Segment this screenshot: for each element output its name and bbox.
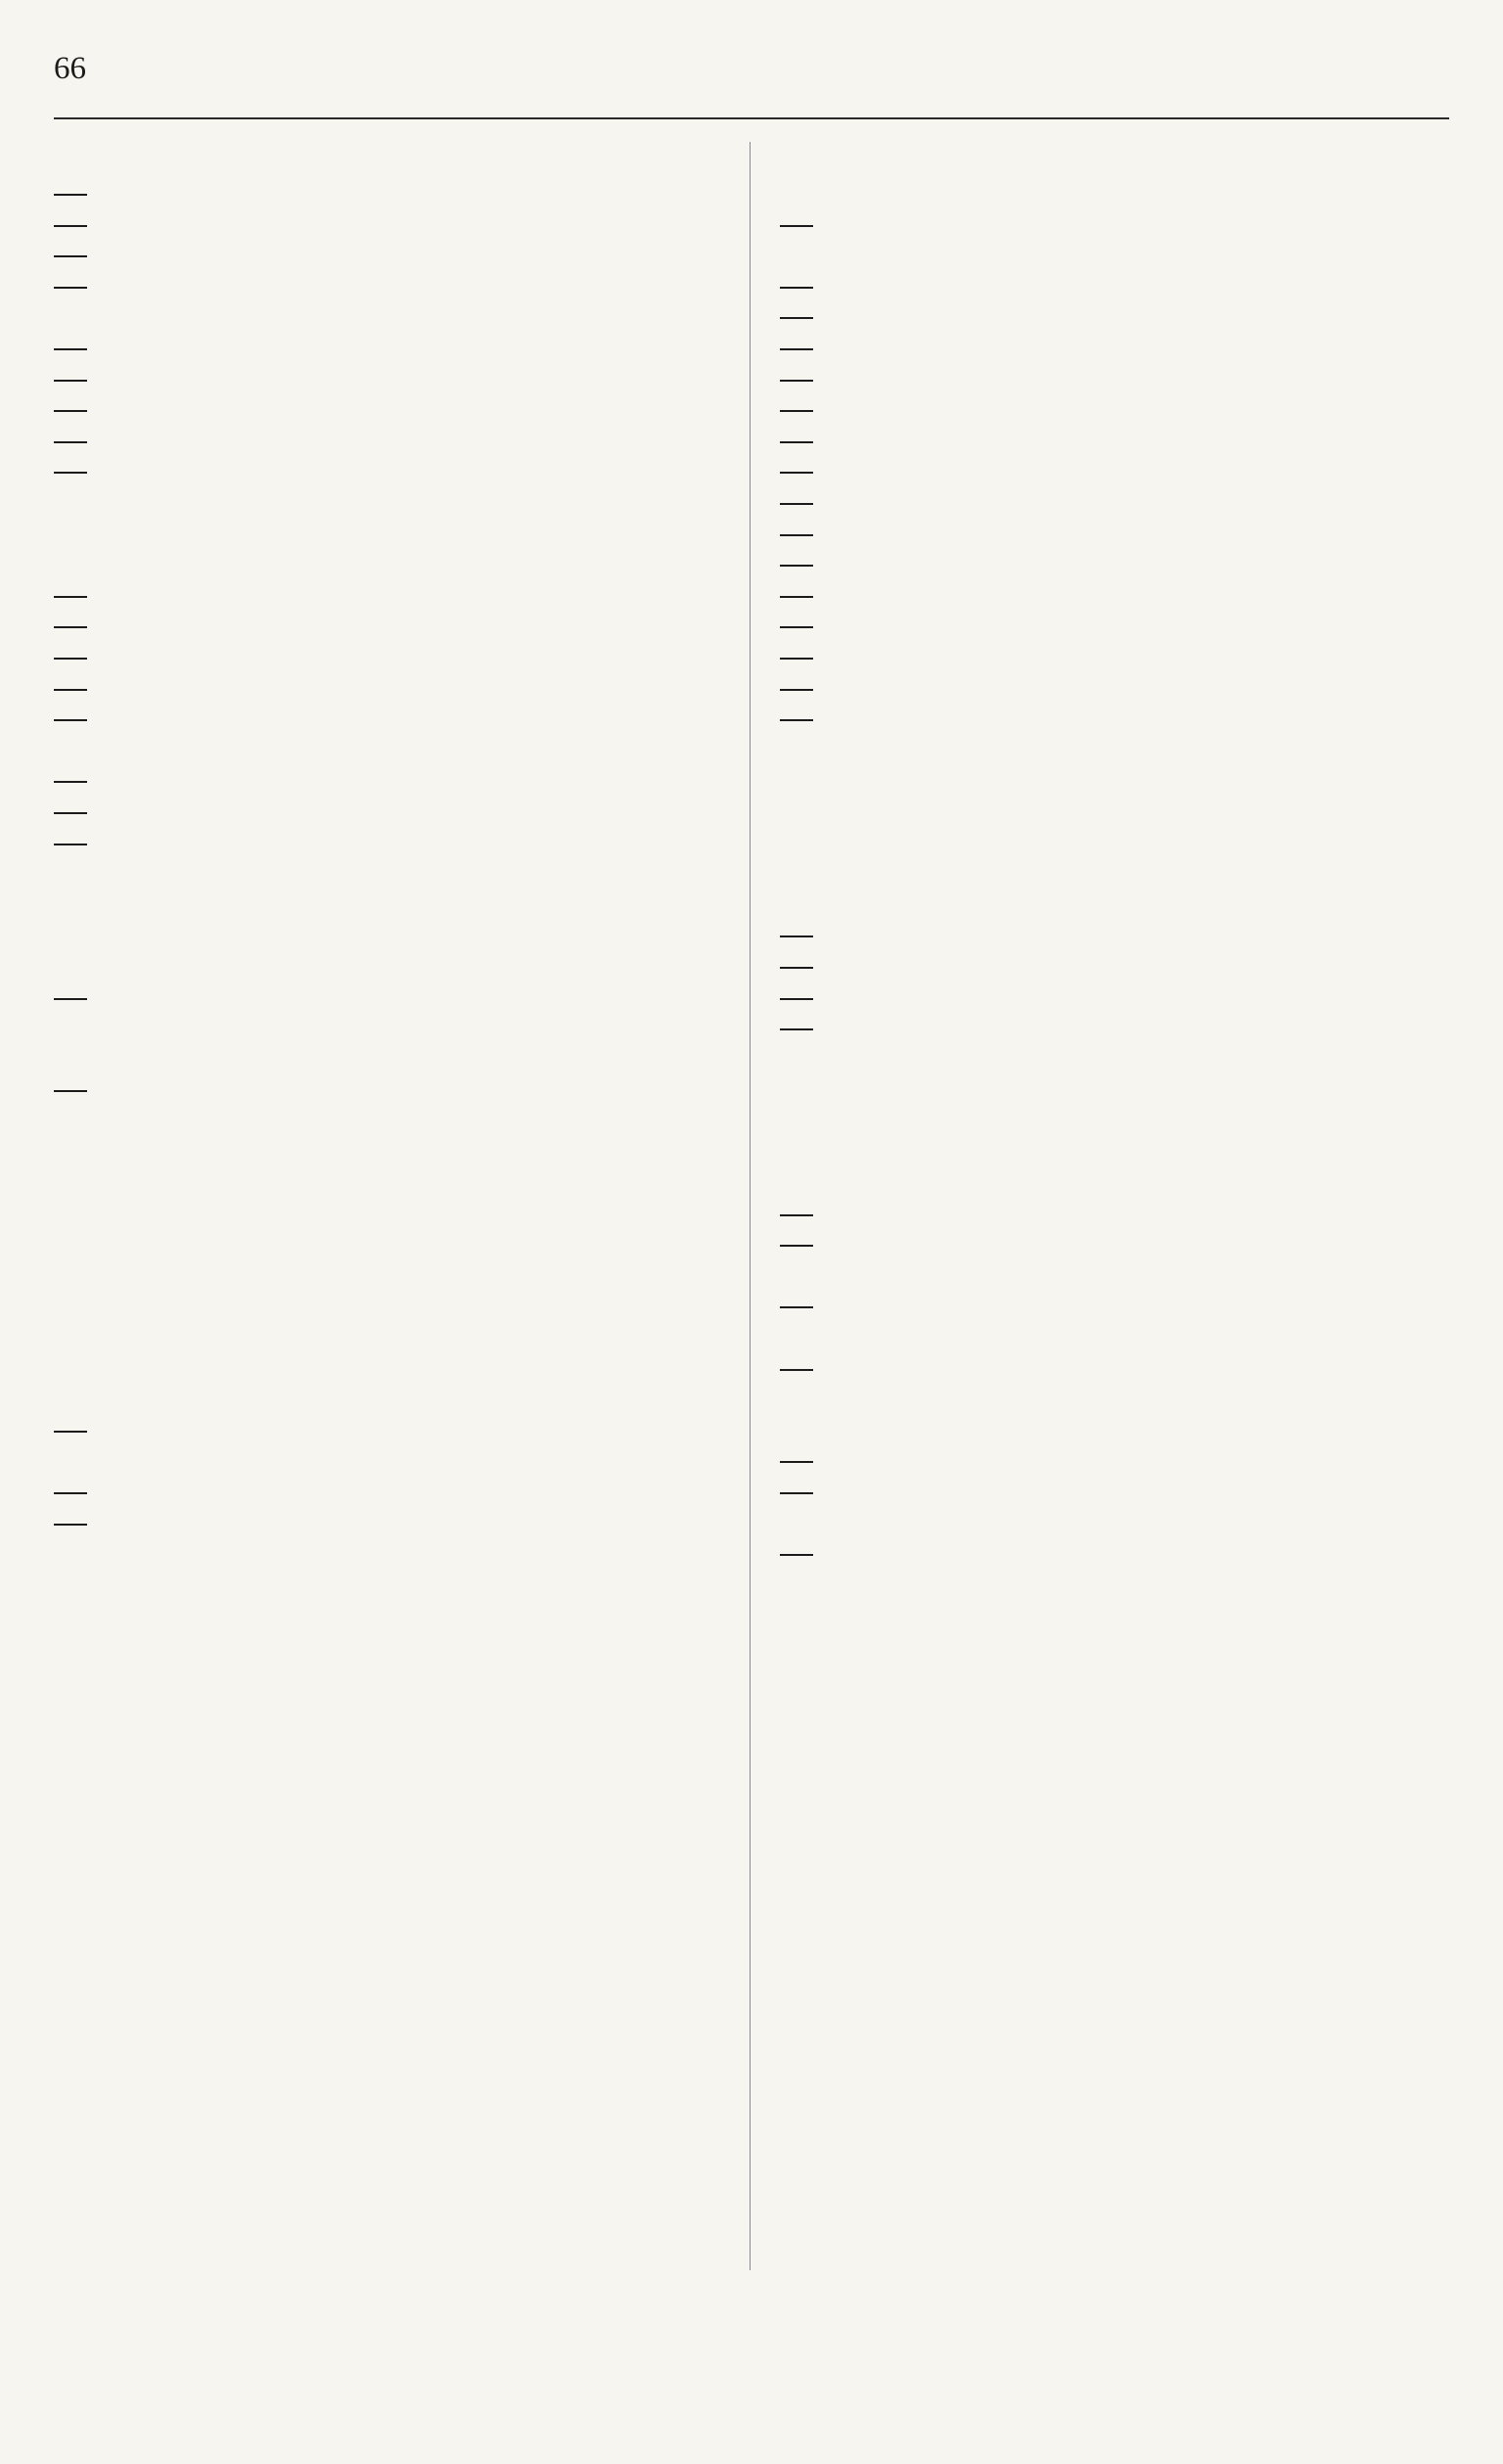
directory-entry: [780, 765, 1455, 797]
directory-entry: [54, 858, 729, 890]
directory-entry: [54, 672, 729, 704]
directory-entry: [780, 240, 1455, 271]
directory-entry: [54, 1384, 729, 1415]
ditto-dash: [54, 363, 105, 394]
directory-entry: [54, 579, 729, 611]
directory-entry: [780, 1043, 1455, 1074]
ditto-dash: [780, 611, 831, 642]
ditto-dash: [780, 549, 831, 580]
ditto-dash: [780, 1445, 831, 1477]
directory-entry: [780, 456, 1455, 487]
header-rule: [54, 117, 1449, 119]
directory-entry: [54, 765, 729, 797]
ditto-dash: [54, 178, 105, 209]
directory-entry: [54, 981, 729, 1013]
directory-entry: [54, 487, 729, 519]
directory-entry: [54, 270, 729, 301]
ditto-dash: [54, 579, 105, 611]
ditto-dash: [780, 672, 831, 704]
ditto-dash: [54, 704, 105, 735]
directory-entry: [780, 518, 1455, 549]
ditto-dash: [780, 950, 831, 981]
directory-entry: [780, 796, 1455, 827]
ditto-dash: [780, 301, 831, 333]
directory-entry: [780, 1074, 1455, 1106]
ditto-dash: [780, 208, 831, 240]
directory-entry: [54, 208, 729, 240]
directory-entry: [54, 240, 729, 271]
ditto-dash: [54, 240, 105, 271]
directory-entry: [54, 1352, 729, 1384]
directory-entry: [54, 1322, 729, 1353]
directory-entry: [54, 301, 729, 333]
ditto-dash: [54, 1507, 105, 1538]
directory-entry: [54, 147, 729, 178]
directory-entry: [780, 1322, 1455, 1353]
directory-entry: [54, 333, 729, 364]
directory-entry: [780, 1136, 1455, 1167]
column-divider: [750, 142, 751, 2270]
directory-entry: [54, 1507, 729, 1538]
ditto-dash: [54, 1477, 105, 1508]
directory-entry: [780, 487, 1455, 519]
directory-entry: [780, 1445, 1455, 1477]
directory-entry: [54, 827, 729, 858]
directory-entry: [54, 1043, 729, 1074]
directory-entry: [780, 1414, 1455, 1445]
directory-entry: [780, 734, 1455, 765]
directory-entry: [780, 1352, 1455, 1384]
directory-entry: [780, 270, 1455, 301]
directory-entry: [780, 178, 1455, 209]
ditto-dash: [54, 765, 105, 797]
directory-entry: [54, 1229, 729, 1260]
directory-entry: [54, 1291, 729, 1322]
directory-entry: [54, 1414, 729, 1445]
page-number: 66: [54, 51, 86, 86]
directory-entry: [54, 518, 729, 549]
directory-entry: [780, 1384, 1455, 1415]
directory-entry: [780, 920, 1455, 951]
ditto-dash: [780, 1198, 831, 1229]
directory-entry: [780, 672, 1455, 704]
ditto-dash: [780, 1477, 831, 1508]
ditto-dash: [54, 827, 105, 858]
directory-entry: [780, 1105, 1455, 1136]
directory-entry: [54, 1013, 729, 1044]
ditto-dash: [54, 1074, 105, 1106]
ditto-dash: [54, 796, 105, 827]
ditto-dash: [780, 394, 831, 426]
directory-entry: [54, 889, 729, 920]
directory-entry: [54, 1445, 729, 1477]
directory-entry: [54, 1259, 729, 1291]
directory-entry: [54, 425, 729, 456]
directory-entry: [780, 889, 1455, 920]
directory-entry: [54, 178, 729, 209]
page-header: [54, 51, 1449, 100]
directory-entry: [54, 704, 729, 735]
ditto-dash: [780, 704, 831, 735]
directory-entry: [780, 858, 1455, 890]
directory-entry: [780, 1198, 1455, 1229]
ditto-dash: [54, 270, 105, 301]
left-column: [54, 147, 729, 1538]
ditto-dash: [780, 1229, 831, 1260]
directory-entry: [780, 579, 1455, 611]
ditto-dash: [780, 456, 831, 487]
directory-entry: [54, 642, 729, 673]
ditto-dash: [54, 394, 105, 426]
directory-entry: [780, 1507, 1455, 1538]
ditto-dash: [780, 425, 831, 456]
directory-entry: [780, 208, 1455, 240]
directory-entry: [780, 704, 1455, 735]
directory-entry: [780, 549, 1455, 580]
directory-entry: [54, 796, 729, 827]
ditto-dash: [54, 672, 105, 704]
directory-entry: [780, 333, 1455, 364]
directory-entry: [780, 301, 1455, 333]
ditto-dash: [54, 425, 105, 456]
ditto-dash: [54, 333, 105, 364]
directory-entry: [780, 950, 1455, 981]
directory-entry: [54, 1198, 729, 1229]
ditto-dash: [54, 642, 105, 673]
directory-entry: [780, 1167, 1455, 1199]
right-column: [780, 147, 1455, 1569]
ditto-dash: [780, 981, 831, 1013]
directory-entry: [54, 1136, 729, 1167]
ditto-dash: [780, 518, 831, 549]
ditto-dash: [54, 1414, 105, 1445]
directory-entry: [54, 1477, 729, 1508]
directory-entry: [780, 147, 1455, 178]
ditto-dash: [780, 920, 831, 951]
ditto-dash: [780, 270, 831, 301]
ditto-dash: [780, 1352, 831, 1384]
directory-entry: [780, 363, 1455, 394]
directory-entry: [54, 456, 729, 487]
directory-entry: [54, 950, 729, 981]
ditto-dash: [780, 333, 831, 364]
directory-entry: [780, 642, 1455, 673]
directory-entry: [54, 1167, 729, 1199]
directory-entry: [780, 981, 1455, 1013]
directory-entry: [54, 363, 729, 394]
directory-entry: [780, 394, 1455, 426]
ditto-dash: [780, 1291, 831, 1322]
ditto-dash: [780, 487, 831, 519]
directory-entry: [54, 1105, 729, 1136]
directory-entry: [780, 1259, 1455, 1291]
directory-entry: [780, 611, 1455, 642]
directory-entry: [54, 549, 729, 580]
directory-entry: [780, 1291, 1455, 1322]
directory-entry: [54, 734, 729, 765]
ditto-dash: [780, 1538, 831, 1570]
ditto-dash: [54, 456, 105, 487]
directory-entry: [54, 920, 729, 951]
ditto-dash: [780, 642, 831, 673]
ditto-dash: [54, 611, 105, 642]
directory-entry: [780, 1538, 1455, 1570]
ditto-dash: [780, 579, 831, 611]
directory-entry: [780, 1477, 1455, 1508]
directory-entry: [780, 1229, 1455, 1260]
directory-entry: [780, 1013, 1455, 1044]
directory-entry: [54, 394, 729, 426]
ditto-dash: [780, 363, 831, 394]
directory-entry: [780, 827, 1455, 858]
ditto-dash: [54, 208, 105, 240]
directory-entry: [54, 611, 729, 642]
ditto-dash: [780, 1013, 831, 1044]
directory-entry: [780, 425, 1455, 456]
ditto-dash: [54, 981, 105, 1013]
directory-entry: [54, 1074, 729, 1106]
